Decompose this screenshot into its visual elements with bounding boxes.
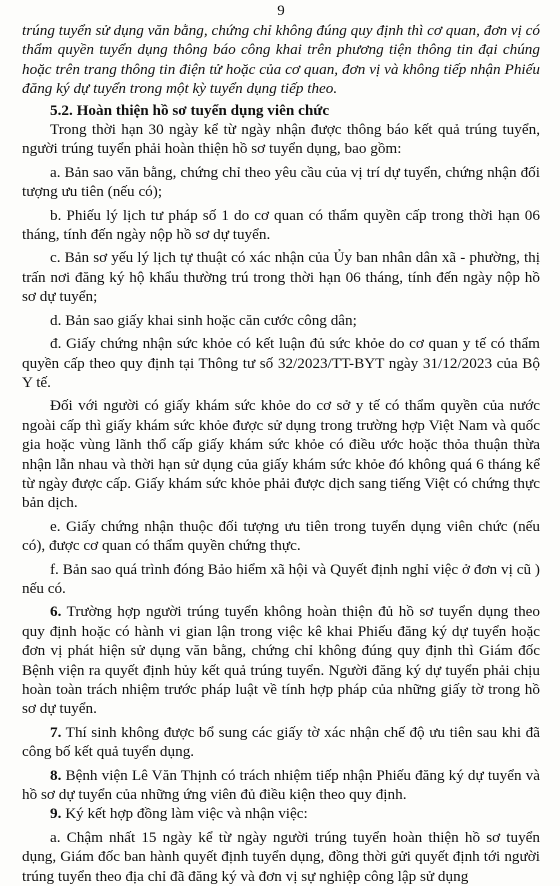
paragraph-foreign-health: Đối với người có giấy khám sức khỏe do cơ sở y tế có thẩm quyền của nước ngoài cấp thì giấy khám sức khỏe được sử dụng trong trường hợp Việt Nam và quốc gia hoặc vùng lãnh thổ cấp giấy khám sức khỏe có điều ước hoặc thỏa thuận thừa nhận lẫn nhau và thời hạn sử dụng của giấy khám sức khỏe đó không quá 6 tháng kể từ ngày được cấp. Giấy khám sức khỏe phải được dịch sang tiếng Việt có chứng thực bản dịch.: [22, 397, 540, 512]
paragraph-deadline: Trong thời hạn 30 ngày kể từ ngày nhận được thông báo kết quả trúng tuyển, người trúng tuyển phải hoàn thiện hồ sơ tuyển dụng, bao gồm:: [22, 121, 540, 158]
intro-paragraph: trúng tuyển sử dụng văn bằng, chứng chỉ không đúng quy định thì cơ quan, đơn vị có thẩm quyền tuyển dụng thông báo công khai trên phương tiện thông tin đại chúng hoặc trên trang thông tin điện tử hoặc của cơ quan, đơn vị và không tiếp nhận Phiếu đăng ký dự tuyển trong một kỳ tuyển dụng tiếp theo.: [22, 22, 540, 98]
paragraph-7: [22, 723, 540, 762]
list-item-b: b. Phiếu lý lịch tư pháp số 1 do cơ quan có thẩm quyền cấp trong thời hạn 06 tháng, tính đến ngày nộp hồ sơ dự tuyển.: [22, 206, 540, 244]
list-item-a: a. Bản sao văn bằng, chứng chỉ theo yêu cầu của vị trí dự tuyển, chứng nhận đối tượng ưu tiên (nếu có);: [22, 163, 540, 201]
paragraph-7-number: 7.: [50, 723, 62, 741]
paragraph-9a: a. Chậm nhất 15 ngày kể từ ngày người trúng tuyển hoàn thiện hồ sơ tuyển dụng, Giám đốc ban hành quyết định tuyển dụng, đồng thời gửi quyết định tới người trúng tuyển theo địa chỉ đã đăng ký và đơn vị sự nghiệp công lập sử dụng: [22, 828, 540, 885]
paragraph-9-text: Ký kết hợp đồng làm việc và nhận việc:: [61, 805, 308, 823]
paragraph-9-number: 9.: [50, 805, 62, 823]
list-item-f: f. Bản sao quá trình đóng Bảo hiểm xã hội và Quyết định nghỉ việc ở đơn vị cũ ) nếu có.: [22, 560, 540, 597]
paragraph-6-number: 6.: [50, 603, 62, 621]
paragraph-6-text: Trường hợp người trúng tuyển không hoàn thiện đủ hồ sơ tuyển dụng theo quy định hoặc có hành vi gian lận trong việc kê khai Phiếu đăng ký dự tuyển hoặc đơn vị phát hiện sử dụng văn bằng, chứng chỉ không đúng quy định thì Giám đốc Bệnh viện ra quyết định hủy kết quả trúng tuyển. Người đăng ký dự tuyển phải chịu hoàn toàn trách nhiệm trước pháp luật về tính hợp pháp của những giấy tờ trong hồ sơ dự tuyển.: [22, 603, 540, 718]
list-item-dd: đ. Giấy chứng nhận sức khỏe có kết luận đủ sức khỏe do cơ quan y tế có thẩm quyền cấp theo quy định tại Thông tư số 32/2023/TT-BYT ngày 31/12/2023 của Bộ Y tế.: [22, 335, 540, 391]
section-heading: 5.2. Hoàn thiện hồ sơ tuyển dụng viên chức: [50, 101, 330, 119]
paragraph-7-text: Thí sinh không được bổ sung các giấy tờ xác nhận chế độ ưu tiên sau khi đã công bố kết quả tuyển dụng.: [22, 723, 540, 761]
paragraph-8: [22, 766, 540, 805]
list-item-e: e. Giấy chứng nhận thuộc đối tượng ưu tiên trong tuyển dụng viên chức (nếu có), được cơ quan có thẩm quyền chứng thực.: [22, 517, 540, 555]
paragraph-8-text: Bệnh viện Lê Văn Thịnh có trách nhiệm tiếp nhận Phiếu đăng ký dự tuyển và hồ sơ dự tuyển của những ứng viên đủ điều kiện theo quy định.: [22, 766, 540, 804]
paragraph-9: [22, 804, 540, 823]
paragraph-8-number: 8.: [50, 766, 62, 784]
list-item-c: c. Bản sơ yếu lý lịch tự thuật có xác nhận của Ủy ban nhân dân xã - phường, thị trấn nơi đăng ký hộ khẩu thường trú trong thời hạn 06 tháng, tính đến ngày nộp hồ sơ dự tuyển;: [22, 249, 540, 306]
list-item-d: d. Bản sao giấy khai sinh hoặc căn cước công dân;: [50, 311, 357, 329]
paragraph-6: [22, 602, 540, 718]
page-number: 9: [277, 3, 285, 19]
